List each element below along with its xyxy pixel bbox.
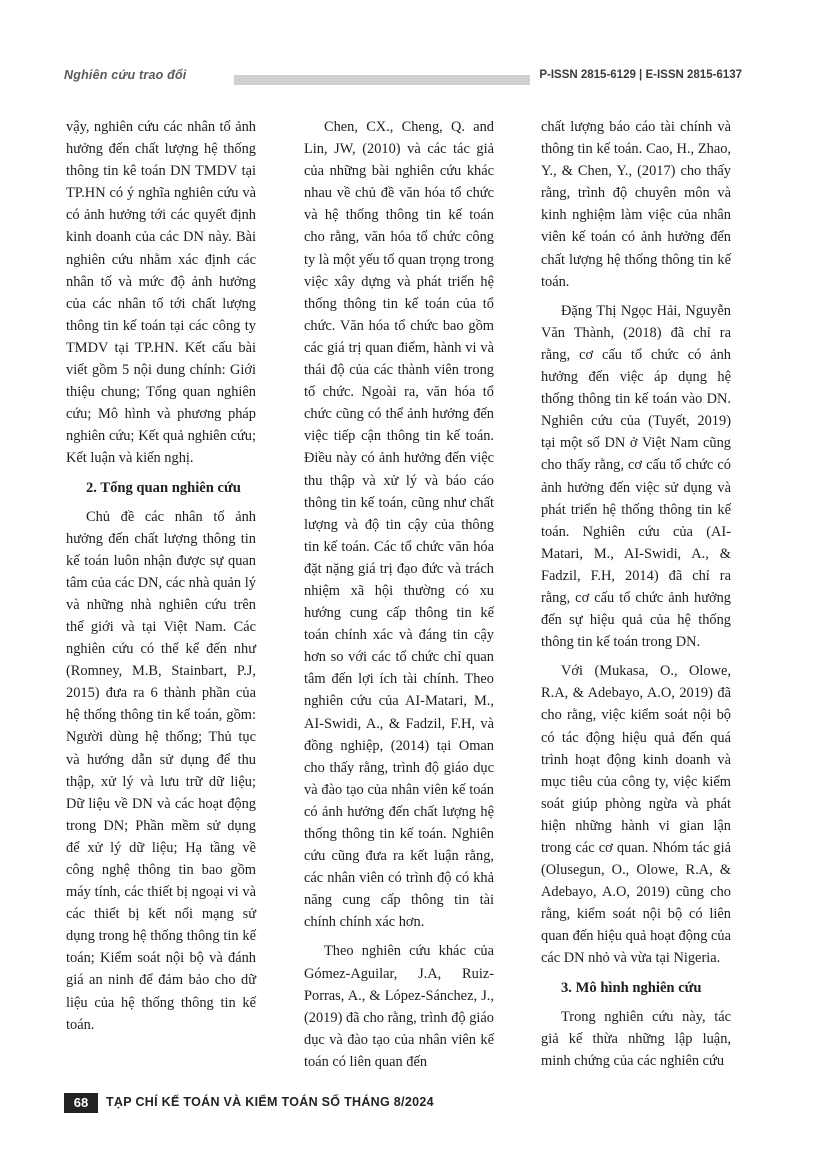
- paragraph: Chủ đề các nhân tố ảnh hưởng đến chất lượng thông tin kế toán luôn nhận được sự quan tâm của các DN, các nhà quản lý và những nhà nghiên cứu trên thế giới và tại Việt Nam. Các nghiên cứu có thể kể đến như (Romney, M.B, Stainbart, P.J, 2015) đưa ra 6 thành phần của hệ thống thông tin kế toán, gồm: Người dùng hệ thống; Thủ tục và hướng dẫn sử dụng để thu thập, xử lý và lưu trữ dữ liệu; Dữ liệu về DN và các hoạt động trong DN; Phần mềm sử dụng để xử lý dữ liệu; Hạ tầng về công nghệ thông tin bao gồm máy tính, các thiết bị ngoại vi và các thiết bị kết nối mạng sử dụng trong hệ thống thông tin kế toán; Kiểm soát nội bộ và đánh giá an ninh để đảm bảo cho dữ liệu của hệ thống thông tin kế toán.: [66, 508, 256, 1033]
- section-heading: 2. Tổng quan nghiên cứu: [86, 479, 241, 496]
- header-rule: [234, 75, 530, 85]
- column-2: [304, 116, 494, 1080]
- column-1: [66, 116, 256, 1043]
- column-3: [541, 116, 731, 1079]
- page-header: [64, 62, 742, 92]
- paragraph: vậy, nghiên cứu các nhân tố ảnh hưởng đến chất lượng hệ thống thông tin kê toán DN TMDV tại TP.HN có ý nghĩa nghiên cứu và có ảnh hưởng tới các quyết định kinh doanh của các DN này. Bài nghiên cứu nhằm xác định các nhân tố và mức độ ảnh hưởng của các nhân tố tới chất lượng thông tin kế toán tại các công ty TMDV tại TP.HN. Kết cấu bài viết gồm 5 nội dung chính: Giới thiệu chung; Tổng quan nghiên cứu; Mô hình và phương pháp nghiên cứu; Kết quả nghiên cứu; Kết luận và kiến nghị.: [66, 119, 256, 467]
- issn-label: P-ISSN 2815-6129 | E-ISSN 2815-6137: [539, 69, 742, 81]
- section-label: Nghiên cứu trao đổi: [64, 68, 187, 82]
- paragraph: Đặng Thị Ngọc Hải, Nguyễn Văn Thành, (2018) đã chỉ ra rằng, cơ cấu tổ chức có ảnh hưởng đến việc áp dụng hệ thống thông tin kế toán vào DN. Nghiên cứu của (Tuyết, 2019) tại một số DN ở Việt Nam cũng cho thấy rằng, cơ cấu tổ chức có ảnh hưởng đến việc sử dụng và phát triển hệ thống thông tin kế toán. Nghiên cứu của (AI-Matari, M., AI-Swidi, A., & Fadzil, F.H, 2014) đã chỉ ra rằng, cơ cấu tổ chức ảnh hưởng đến sự hiệu quả của hệ thống thông tin kế toán trong DN.: [541, 302, 731, 651]
- paragraph: Với (Mukasa, O., Olowe, R.A, & Adebayo, A.O, 2019) đã cho rằng, việc kiểm soát nội bộ có tác động hiệu quả đến quá trình hoạt động kinh doanh và mục tiêu của công ty, việc kiểm soát giúp phòng ngừa và phát hiện những hành vi gian lận trong các cơ quan. Nhóm tác giả (Olusegun, O., Olowe, R.A, & Adebayo, A.O, 2019) cũng cho rằng, kiểm soát nội bộ có liên quan đến hiệu quả hoạt động của các DN nhỏ và vừa tại Nigeria.: [541, 663, 731, 967]
- paragraph: Theo nghiên cứu khác của Gómez-Aguilar, J.A, Ruiz-Porras, A., & López-Sánchez, J., (2019) đã cho rằng, trình độ giáo dục và đào tạo của nhân viên kế toán có liên quan đến: [304, 943, 494, 1070]
- journal-title: TẠP CHÍ KẾ TOÁN VÀ KIỂM TOÁN SỐ THÁNG 8/2024: [106, 1095, 434, 1109]
- paragraph: Trong nghiên cứu này, tác giả kế thừa những lập luận, minh chứng của các nghiên cứu: [541, 1008, 731, 1069]
- paragraph: Chen, CX., Cheng, Q. and Lin, JW, (2010) và các tác giả của những bài nghiên cứu khác nhau về chủ đề văn hóa tổ chức và hệ thống thông tin kế toán cho rằng, văn hóa tổ chức công ty là một yếu tố quan trọng trong việc xây dựng và phát triển hệ thống thông tin kế toán của tổ chức. Văn hóa tổ chức bao gồm các giá trị quan điểm, hành vi và thái độ của các thành viên trong tổ chức. Ngoài ra, văn hóa tổ chức cũng có thể ảnh hưởng đến việc tiếp cận thông tin kế toán. Điều này có ảnh hưởng đến việc thu thập và xử lý và báo cáo thông tin kế toán, cũng như chất lượng và độ tin cậy của thông tin kế toán. Các tổ chức văn hóa đặt nặng giá trị đạo đức và trách nhiệm xã hội thường có xu hướng cung cấp thông tin kế toán chính xác và đáng tin cậy hơn so với các tổ chức chỉ quan tâm đến lợi ích tài chính. Theo nghiên cứu của AI-Matari, M., AI-Swidi, A., & Fadzil, F.H, và đồng nghiệp, (2014) tại Oman cho thấy rằng, trình độ giáo dục và đào tạo của nhân viên kế toán có ảnh hưởng đến chất lượng hệ thống thông tin kế toán. Nghiên cứu cũng đưa ra kết luận rằng, các nhân viên có trình độ có khả năng cung cấp thông tin tài chính chính xác hơn.: [304, 119, 494, 931]
- page-footer: [64, 1093, 742, 1115]
- paragraph: chất lượng báo cáo tài chính và thông tin kế toán. Cao, H., Zhao, Y., & Chen, Y., (2017) cho thấy rằng, trình độ chuyên môn và kinh nghiệm làm việc của nhân viên kế toán có ảnh hưởng đến chất lượng hệ thống thông tin kế toán.: [541, 119, 731, 290]
- page-number: 68: [64, 1093, 98, 1113]
- section-heading: 3. Mô hình nghiên cứu: [561, 979, 702, 996]
